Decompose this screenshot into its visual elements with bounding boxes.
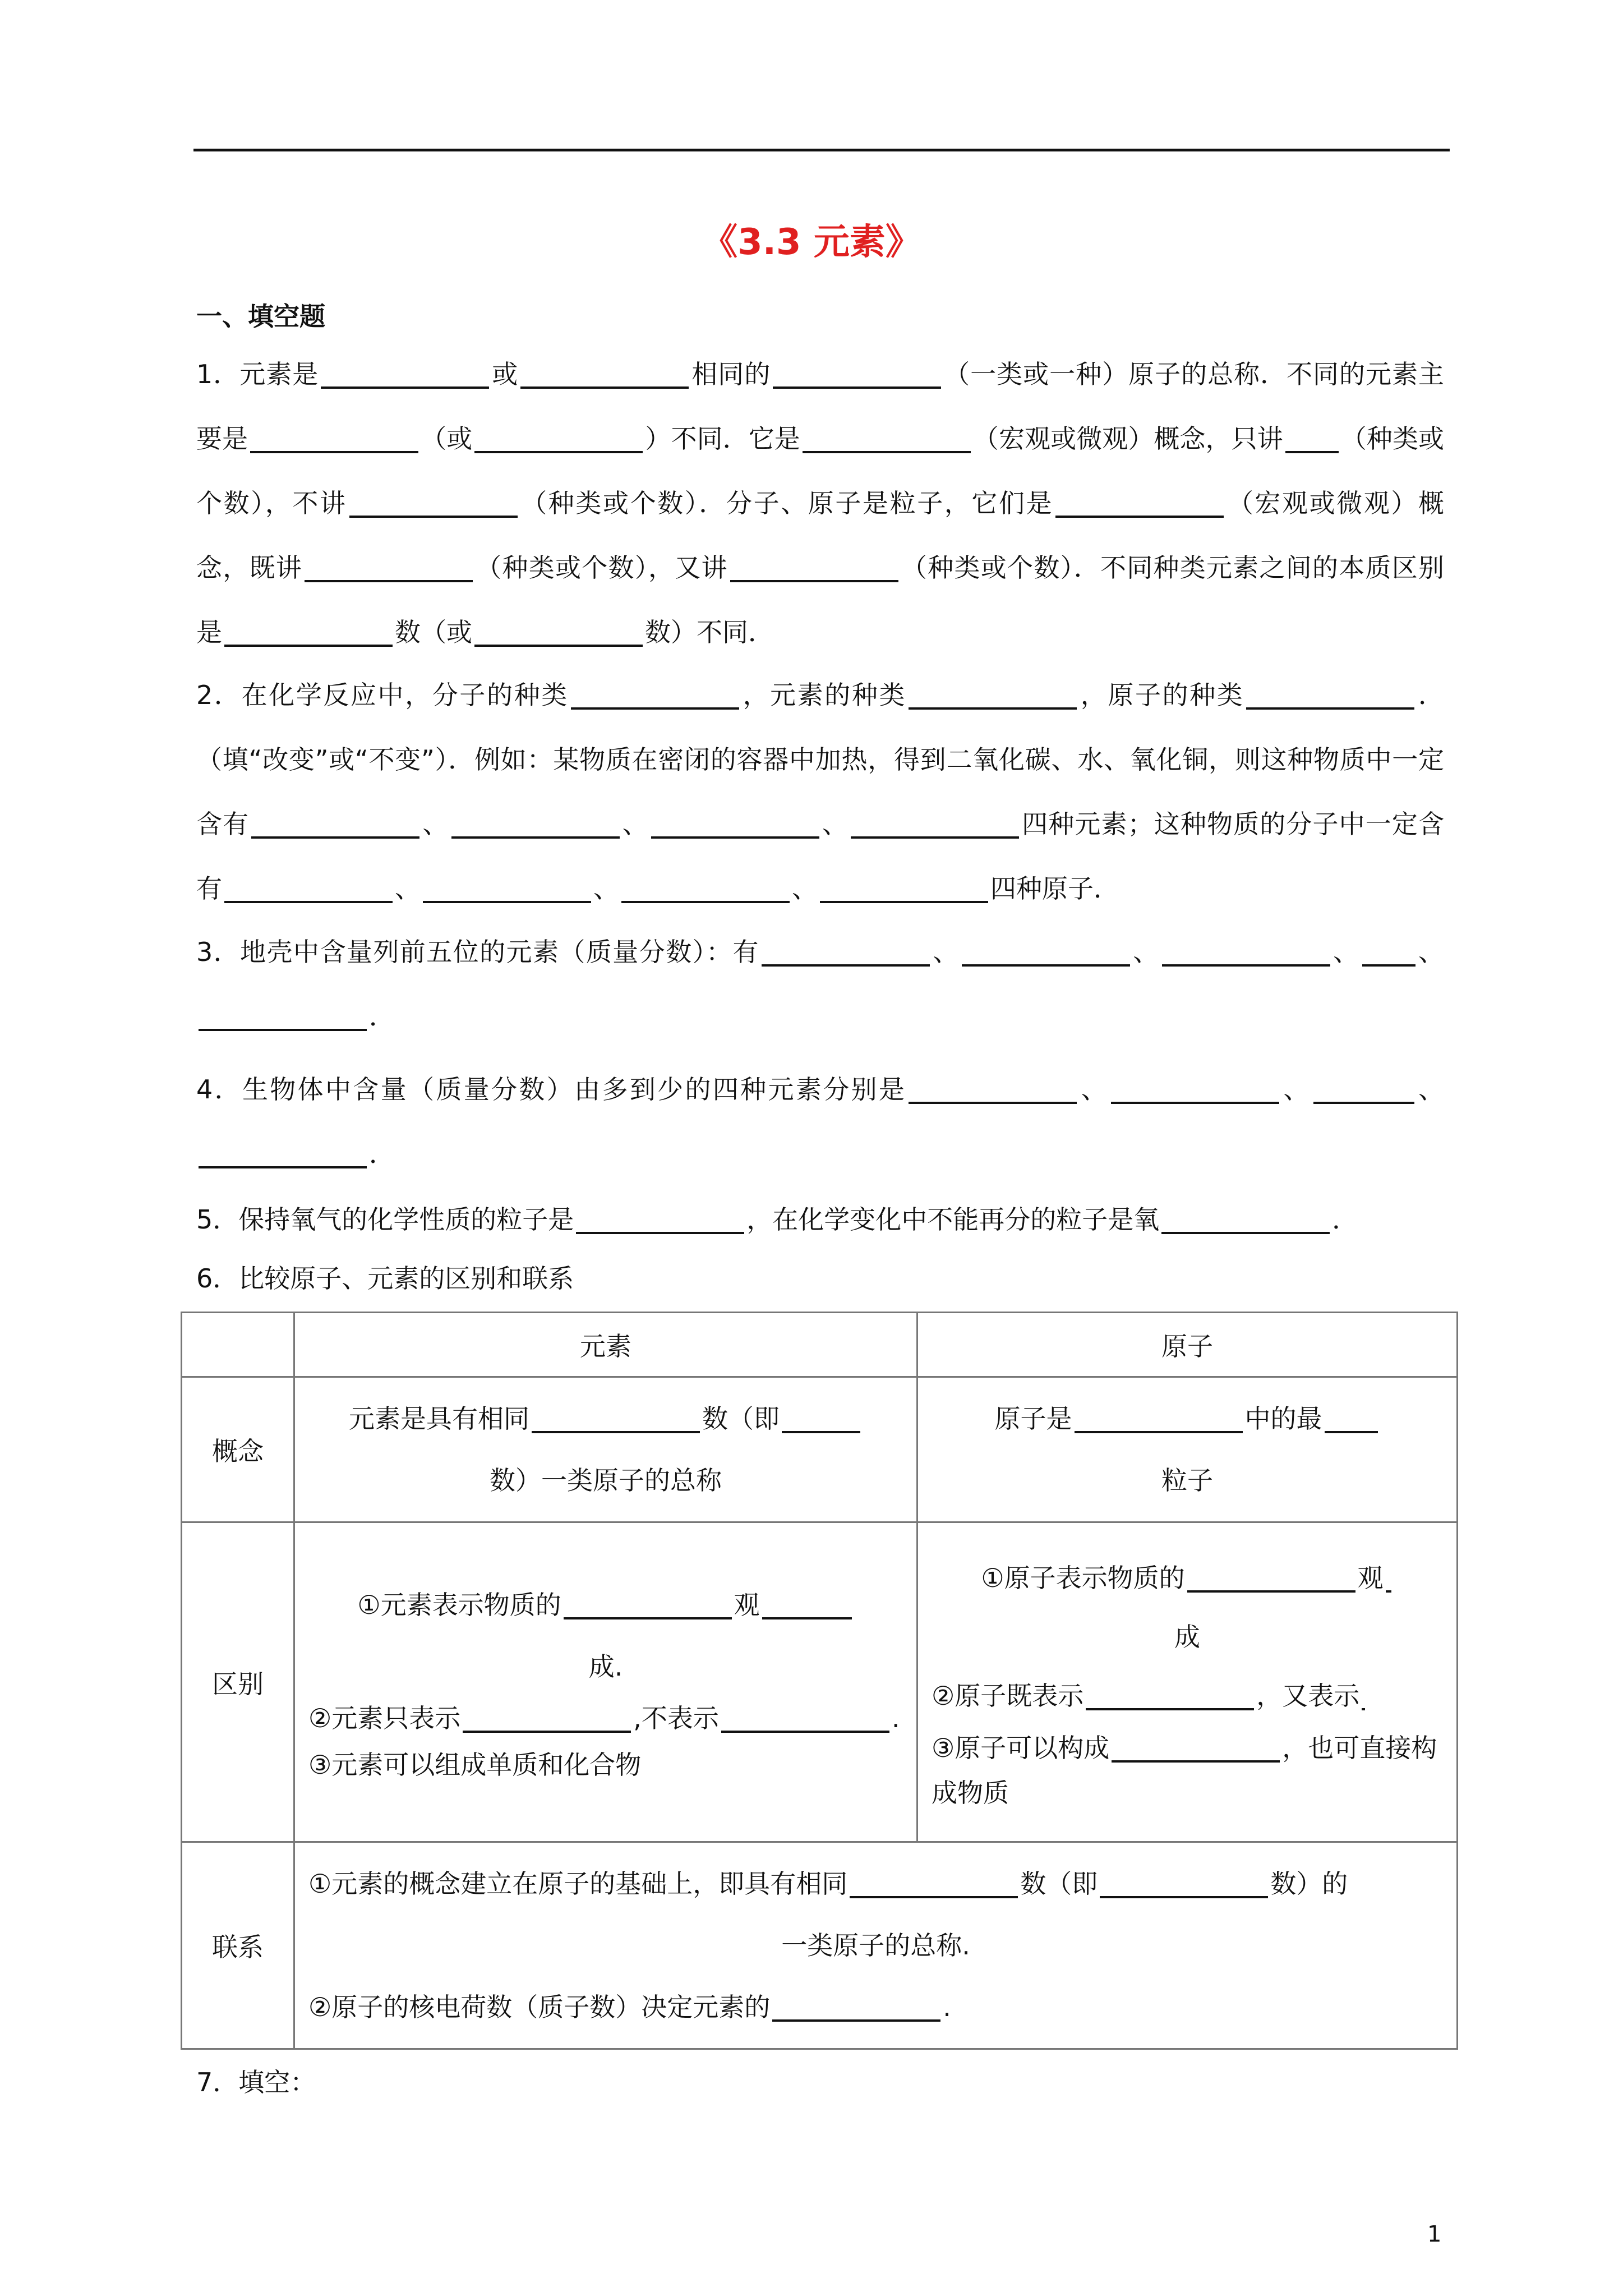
cell-text: 原子是 <box>994 1404 1072 1434</box>
cell-text: ③原子可以构成 <box>932 1733 1110 1763</box>
separator: 、 <box>1132 937 1160 967</box>
question-2 <box>196 663 1444 921</box>
page-number: 1 <box>1427 2221 1442 2247</box>
separator: 、 <box>1417 937 1445 967</box>
q6-text: 6．比较原子、元素的区别和联系 <box>196 1263 574 1294</box>
answer-blank[interactable] <box>1111 1073 1279 1104</box>
q1-text: （种类或个数）．不同种类元素之间的本质区别是 <box>196 553 1444 647</box>
concept-atom-cell <box>917 1377 1458 1522</box>
answer-blank[interactable] <box>474 422 643 453</box>
cell-text: ，也可直接构成物质 <box>932 1733 1437 1808</box>
q1-text: 或 <box>491 359 519 389</box>
concept-element-cell <box>294 1377 917 1522</box>
cell-line <box>932 1726 1443 1815</box>
answer-blank[interactable] <box>1100 1867 1268 1898</box>
cell-text: ①元素的概念建立在原子的基础上，即具有相同 <box>308 1869 848 1899</box>
answer-blank[interactable] <box>851 807 1019 839</box>
q2-text: ，原子的种类 <box>1079 680 1244 710</box>
answer-blank[interactable] <box>1162 935 1330 967</box>
answer-blank[interactable] <box>762 935 930 967</box>
answer-blank[interactable] <box>520 357 689 389</box>
cell-text: 数）一类原子的总称 <box>490 1465 722 1496</box>
cell-line <box>932 1667 1443 1726</box>
answer-blank[interactable] <box>571 678 739 710</box>
row-label: 联系 <box>182 1842 294 2049</box>
answer-blank[interactable] <box>1325 1402 1378 1433</box>
separator: 、 <box>422 809 449 839</box>
answer-blank[interactable] <box>909 678 1077 710</box>
answer-blank[interactable] <box>224 615 393 647</box>
question-1 <box>196 342 1444 665</box>
answer-blank[interactable] <box>772 1990 940 2022</box>
header-atom: 原子 <box>917 1313 1458 1377</box>
cell-line: 成. <box>588 1651 623 1682</box>
answer-blank[interactable] <box>820 872 988 903</box>
question-5 <box>196 1188 1444 1252</box>
section-heading: 一、填空题 <box>196 301 325 332</box>
answer-blank[interactable] <box>564 1588 732 1619</box>
answer-blank[interactable] <box>773 357 941 389</box>
table-row-link <box>182 1842 1458 2049</box>
comparison-table <box>181 1312 1458 2050</box>
answer-blank[interactable] <box>909 1073 1077 1104</box>
answer-blank[interactable] <box>962 935 1130 967</box>
answer-blank[interactable] <box>803 422 971 453</box>
cell-text: 粒子 <box>1161 1465 1213 1496</box>
table-header-row <box>182 1313 1458 1377</box>
q1-text: （种类或个数），又讲 <box>475 553 728 583</box>
q1-text: （一类或一种）原子的总称．不同的元素主要是 <box>196 359 1445 454</box>
q1-text: （种类或个数）．分子、原子是粒子，它们是 <box>519 488 1054 518</box>
answer-blank[interactable] <box>199 1137 367 1168</box>
answer-blank[interactable] <box>423 872 591 903</box>
q3-text: ． <box>369 1001 395 1032</box>
answer-blank[interactable] <box>782 1402 860 1433</box>
row-label: 概念 <box>182 1377 294 1522</box>
row-label: 区别 <box>182 1522 294 1842</box>
answer-blank[interactable] <box>1313 1073 1414 1104</box>
cell-text: . <box>891 1703 900 1733</box>
cell-text: ①元素表示物质的 <box>357 1590 561 1620</box>
separator: 、 <box>1281 1074 1311 1105</box>
cell-line: 成 <box>1174 1622 1200 1652</box>
separator: 、 <box>1332 937 1360 967</box>
answer-blank[interactable] <box>224 872 393 903</box>
answer-blank[interactable] <box>199 1000 367 1031</box>
separator: 、 <box>932 937 960 967</box>
header-element: 元素 <box>294 1313 917 1377</box>
q2-text: 2．在化学反应中，分子的种类 <box>196 680 569 710</box>
answer-blank[interactable] <box>349 486 518 518</box>
q1-text: （或 <box>421 424 473 454</box>
cell-text: 元素是具有相同 <box>349 1404 529 1434</box>
q2-text: 四种元素；这种物质的分子中一定含有 <box>196 809 1444 904</box>
q2-text: 四种原子． <box>990 873 1119 904</box>
q1-text: （宏观或微观）概念，只讲 <box>972 424 1283 454</box>
answer-blank[interactable] <box>1386 1561 1391 1593</box>
answer-blank[interactable] <box>1086 1679 1254 1710</box>
answer-blank[interactable] <box>1187 1561 1355 1593</box>
table-corner-cell <box>182 1313 294 1377</box>
q1-text: 数）不同． <box>645 617 774 647</box>
answer-blank[interactable] <box>1161 1203 1330 1234</box>
q2-text: ，元素的种类 <box>741 680 907 710</box>
answer-blank[interactable] <box>1055 486 1224 518</box>
q2-text: ．（填“改变”或“不变”）．例如：某物质在密闭的容器中加热，得到二氧化碳、水、氧化铜，则这种物质中一定含有 <box>196 680 1445 839</box>
answer-blank[interactable] <box>251 807 419 839</box>
answer-blank[interactable] <box>321 357 489 389</box>
cell-text: ②原子的核电荷数（质子数）决定元素的 <box>308 1992 771 2022</box>
cell-text: 观 <box>734 1590 760 1620</box>
answer-blank[interactable] <box>532 1402 700 1433</box>
q5-text: ． <box>1332 1204 1358 1235</box>
cell-line: ③元素可以组成单质和化合物 <box>308 1750 642 1780</box>
q1-text: （种类或个数），不讲 <box>196 424 1445 518</box>
answer-blank[interactable] <box>576 1203 744 1234</box>
link-cell <box>294 1842 1458 2049</box>
q7-text: 7．填空： <box>196 2067 316 2097</box>
answer-blank[interactable] <box>621 872 790 903</box>
question-6 <box>196 1246 1444 1311</box>
answer-blank[interactable] <box>1112 1731 1280 1763</box>
separator: 、 <box>1416 1074 1445 1105</box>
table-row-difference <box>182 1522 1458 1842</box>
cell-text: ②原子既表示 <box>932 1681 1084 1711</box>
answer-blank[interactable] <box>305 551 473 582</box>
separator: 、 <box>621 809 649 839</box>
cell-line <box>308 1697 903 1740</box>
cell-text: 数（即 <box>1020 1869 1098 1899</box>
question-4 <box>196 1057 1444 1186</box>
answer-blank[interactable] <box>730 551 898 582</box>
answer-blank[interactable] <box>1362 935 1415 967</box>
cell-text: ②元素只表示 <box>308 1703 461 1733</box>
cell-line <box>308 1574 903 1636</box>
cell-text: 观 <box>1357 1563 1384 1593</box>
q5-text: ，在化学变化中不能再分的粒子是氧 <box>746 1204 1160 1235</box>
separator: 、 <box>1079 1074 1109 1105</box>
q1-text: 数（或 <box>395 617 472 647</box>
answer-blank[interactable] <box>651 807 819 839</box>
q4-text: ． <box>369 1139 395 1169</box>
cell-text: ，又表示 <box>1256 1681 1360 1711</box>
q1-text: 相同的 <box>691 359 771 389</box>
answer-blank[interactable] <box>1285 422 1339 453</box>
difference-element-cell <box>294 1522 917 1842</box>
q1-text: 1．元素是 <box>196 359 319 389</box>
cell-line <box>308 1853 1443 1915</box>
cell-line: 一类原子的总称. <box>781 1930 970 1961</box>
q3-text: 3．地壳中含量列前五位的元素（质量分数）：有 <box>196 937 759 967</box>
answer-blank[interactable] <box>1075 1402 1243 1433</box>
cell-text: 中的最 <box>1244 1404 1322 1434</box>
separator: 、 <box>593 873 619 904</box>
answer-blank[interactable] <box>250 422 418 453</box>
difference-atom-cell <box>917 1522 1458 1842</box>
q1-text: ）不同．它是 <box>645 424 800 454</box>
header-rule <box>193 149 1450 151</box>
separator: 、 <box>792 873 818 904</box>
answer-blank[interactable] <box>463 1701 631 1733</box>
answer-blank[interactable] <box>474 615 643 647</box>
cell-text: ,不表示 <box>633 1703 719 1733</box>
q1-text: （宏观或微观）概念，既讲 <box>196 488 1445 583</box>
cell-line <box>308 1976 1443 2038</box>
question-3 <box>196 920 1444 1049</box>
cell-line <box>932 1549 1443 1608</box>
answer-blank[interactable] <box>451 807 620 839</box>
table-row-concept <box>182 1377 1458 1522</box>
separator: 、 <box>821 809 849 839</box>
cell-text: . <box>943 1992 951 2022</box>
answer-blank[interactable] <box>762 1588 852 1619</box>
answer-blank[interactable] <box>850 1867 1018 1898</box>
q4-text: 4．生物体中含量（质量分数）由多到少的四种元素分别是 <box>196 1074 907 1105</box>
question-7 <box>196 2050 1444 2115</box>
q5-text: 5．保持氧气的化学性质的粒子是 <box>196 1204 574 1235</box>
cell-text: 数）的 <box>1270 1869 1348 1899</box>
cell-text: ①原子表示物质的 <box>981 1563 1185 1593</box>
separator: 、 <box>395 873 421 904</box>
answer-blank[interactable] <box>1246 678 1414 710</box>
answer-blank[interactable] <box>1362 1679 1365 1710</box>
answer-blank[interactable] <box>721 1701 889 1733</box>
cell-text: 数（即 <box>702 1404 780 1434</box>
page-title: 《3.3 元素》 <box>702 222 921 263</box>
